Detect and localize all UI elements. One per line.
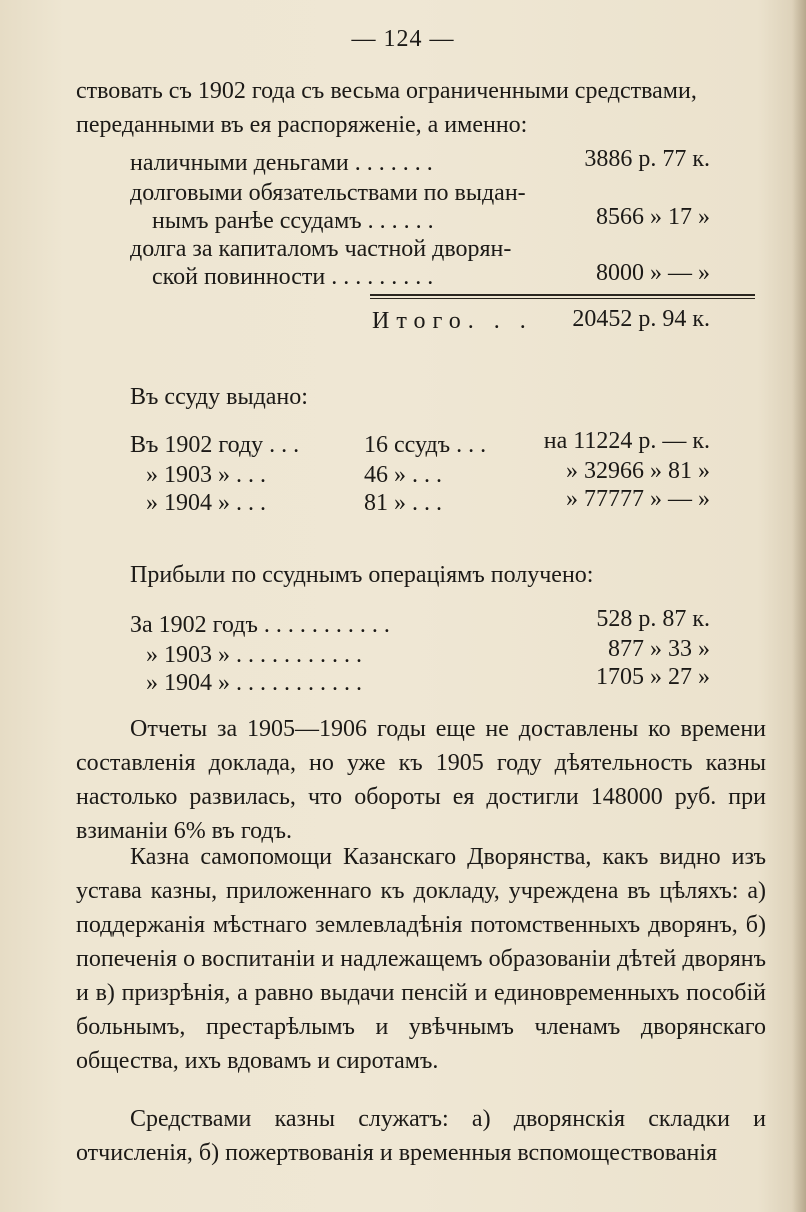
loan-count: 46 » . . . xyxy=(364,462,442,488)
page-number: — 124 — xyxy=(351,26,455,52)
asset-label: долговыми обязательствами по выдан- xyxy=(130,180,526,206)
asset-label: наличными деньгами . . . . . . . xyxy=(130,150,433,176)
loan-year: » 1903 » . . . xyxy=(146,462,266,488)
paragraph-funds: Средствами казны служатъ: а) дворянскія складки и отчисленія, б) пожертвованія и временныя вспомоществованія xyxy=(76,1106,766,1166)
profit-title: Прибыли по ссуднымъ операціямъ получено: xyxy=(130,562,594,588)
asset-amount: 8566 » 17 » xyxy=(596,204,710,230)
paragraph-purposes: Казна самопомощи Казанскаго Дворянства, какъ видно изъ устава казны, приложеннаго къ докладу, учреждена въ цѣляхъ: а) поддержанія мѣстнаго землевладѣнія потомственныхъ дворянъ, б) попеченія о воспитаніи и надлежащемъ образованіи дѣтей дворянъ и в) призрѣнія, а равно выдачи пенсій и единовременныхъ пособій больнымъ, престарѣлымъ и увѣчнымъ членамъ дворянскаго общества, ихъ вдовамъ и сиротамъ. xyxy=(76,844,766,1074)
loans-title: Въ ссуду выдано: xyxy=(130,384,308,410)
profit-amount: 1705 » 27 » xyxy=(596,664,710,690)
loan-year: Въ 1902 году . . . xyxy=(130,432,300,458)
asset-amount: 3886 р. 77 к. xyxy=(584,146,710,172)
asset-label: ской повинности . . . . . . . . . xyxy=(152,264,434,290)
paragraph-reports: Отчеты за 1905—1906 годы еще не доставлены ко времени составленія доклада, но уже къ 1905 году дѣятельность казны настолько развилась, что обороты ея достигли 148000 руб. при взиманіи 6% въ годъ. xyxy=(76,716,766,844)
loan-count: 81 » . . . xyxy=(364,490,442,516)
intro-line-2: переданными въ ея распоряженіе, а именно: xyxy=(76,112,528,138)
total-amount: 20452 р. 94 к. xyxy=(572,306,710,332)
profit-label: » 1903 » . . . . . . . . . . . xyxy=(146,642,362,668)
loan-count: 16 ссудъ . . . xyxy=(364,432,487,458)
asset-label: нымъ ранѣе ссудамъ . . . . . . xyxy=(152,208,434,234)
intro-line-1: ствовать съ 1902 года съ весьма ограниченными средствами, xyxy=(76,78,697,104)
asset-amount: 8000 » — » xyxy=(596,260,710,286)
sum-rule xyxy=(370,294,755,296)
loan-amount: на 11224 р. — к. xyxy=(543,428,710,454)
total-label: Итого. . . xyxy=(372,308,533,334)
asset-label: долга за капиталомъ частной дворян- xyxy=(130,236,512,262)
page-edge-shadow xyxy=(792,0,806,1212)
loan-year: » 1904 » . . . xyxy=(146,490,266,516)
loan-amount: » 77777 » — » xyxy=(566,486,710,512)
profit-amount: 528 р. 87 к. xyxy=(596,606,710,632)
profit-label: За 1902 годъ . . . . . . . . . . . xyxy=(130,612,390,638)
sum-rule-thin xyxy=(370,298,755,299)
profit-amount: 877 » 33 » xyxy=(608,636,710,662)
profit-label: » 1904 » . . . . . . . . . . . xyxy=(146,670,362,696)
loan-amount: » 32966 » 81 » xyxy=(566,458,710,484)
